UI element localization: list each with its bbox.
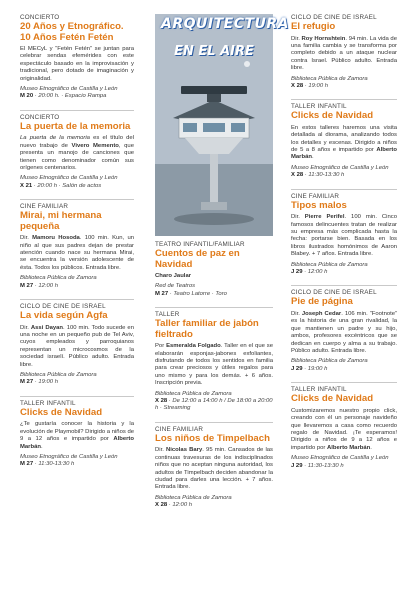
event-title: Cuentos de paz en Navidad <box>155 248 240 270</box>
event-category: CONCIERTO <box>20 113 60 121</box>
column-right <box>291 14 397 479</box>
event-datetime <box>155 398 273 413</box>
event-title: La vida según Agfa <box>20 310 108 322</box>
event-description: Dir. Assi Dayan. 100 min. Todo sucede en una noche en un pequeño pub de Tel Aviv, cuyos empleados y parroquianos representan un microcosmos de la sociedad israelí. Público adulto. Entrada libre. <box>20 324 134 368</box>
column-middle <box>155 241 273 519</box>
event-category: CINE FAMILIAR <box>20 203 69 211</box>
event-entry <box>20 299 134 387</box>
event-entry <box>155 307 273 413</box>
event-venue: Museo Etnográfico de Castilla y León <box>20 175 118 182</box>
event-datetime <box>291 463 397 470</box>
event-entry <box>20 110 134 190</box>
event-category: CICLO DE CINE DE ISRAEL <box>291 14 377 21</box>
event-venue: Museo Etnográfico de Castilla y León <box>20 86 118 93</box>
event-category: CICLO DE CINE DE ISRAEL <box>291 289 377 297</box>
event-venue: Biblioteca Pública de Zamora <box>291 75 368 82</box>
event-date: M 20 <box>20 93 34 100</box>
event-entry <box>291 285 397 373</box>
event-datetime <box>20 93 134 100</box>
event-time: · Teatro Latorre · Toro <box>168 290 227 297</box>
event-description: Por Esmeralda Folgado. Taller en el que se elaborarán esponjas-jabones exfoliantes, disfrutando de todos los sentidos en familia para crear preciosos y útiles regalos para uno mismo y para los demás. + 6 años. Inscripción previa. <box>155 343 273 387</box>
event-entry <box>155 241 273 298</box>
exhibition-poster <box>155 14 290 236</box>
event-title: Tipos malos <box>291 199 347 211</box>
event-time: · 11:30-13:30 h <box>33 461 75 468</box>
event-time: · 19:00 h <box>33 379 58 386</box>
event-entry <box>20 396 134 469</box>
event-title: Pie de página <box>291 296 353 308</box>
event-time: · 11:30-13:30 h <box>302 462 344 469</box>
event-datetime <box>155 291 273 298</box>
event-title: Mirai, mi hermana pequeña <box>20 210 102 232</box>
event-title: La puerta de la memoria <box>20 120 131 132</box>
event-date: X 28 <box>155 502 168 509</box>
event-date: J 29 <box>291 462 303 469</box>
event-venue: Red de Teatros <box>155 283 196 290</box>
event-venue: Biblioteca Pública de Zamora <box>20 275 97 282</box>
event-time: · 19:00 h <box>303 82 329 89</box>
event-category: TEATRO INFANTIL/FAMILIAR <box>155 241 245 248</box>
poster-title: ARQUITECTURA <box>161 16 290 32</box>
event-entry <box>291 99 397 179</box>
event-time: · 11:30-13:30 h <box>303 172 345 179</box>
event-category: TALLER INFANTIL <box>291 386 347 394</box>
event-title: 20 Años y Etnográfico. 10 Años Fetén Fetén <box>20 21 124 43</box>
event-description: Dir. Joseph Cedar. 106 min. “Footnote” es la historia de una gran rivalidad, la que mantienen un padre y su hijo, ambos, profesores excéntricos que se dedican en cuerpo y alma a su trabajo. Público adulto. Entrada libre. <box>291 310 397 354</box>
event-date: M 27 <box>20 461 34 468</box>
event-title: Los niños de Timpelbach <box>155 432 270 444</box>
event-category: TALLER INFANTIL <box>291 103 347 111</box>
event-description: Dir. Pierre Perifel. 100 min. Cinco famosos delincuentes tratan de realizar su empresa más complicada hasta la fecha: portarse bien. Basada en los libros ilustrados homónimos de Aaron Blabey. + 7 años. Entrada libre. <box>291 214 397 258</box>
event-venue: Biblioteca Pública de Zamora <box>291 358 368 365</box>
event-venue: Biblioteca Pública de Zamora <box>20 371 97 378</box>
event-category: TALLER <box>155 311 180 319</box>
event-title: Clicks de Navidad <box>20 406 103 418</box>
event-date: X 28 <box>155 398 168 405</box>
event-description: Customizaremos nuestro propio click, creando con él un personaje navideño que llevaremos a casa como recuerdo regalo de Navidad. ¡Te esperamos! Dirigido a niños de 9 a 12 años e impartido por Alberto Marbán. <box>291 407 397 451</box>
event-date: J 29 <box>291 269 303 276</box>
event-date: X 28 <box>291 172 304 179</box>
event-entry <box>291 382 397 470</box>
event-entry <box>291 14 397 90</box>
event-venue: Museo Etnográfico de Castilla y León <box>291 455 389 462</box>
event-entry <box>20 199 134 290</box>
poster-subtitle: EN EL AIRE <box>174 44 254 59</box>
event-datetime <box>20 283 134 290</box>
event-venue: Museo Etnográfico de Castilla y León <box>291 164 389 171</box>
event-entry <box>155 422 273 510</box>
event-datetime <box>20 379 134 386</box>
event-time: · 12:00 h <box>302 269 328 276</box>
event-datetime <box>291 83 397 90</box>
event-datetime <box>291 269 397 276</box>
event-title: Taller familiar de jabón fieltrado <box>155 318 259 340</box>
event-category: TALLER INFANTIL <box>20 399 76 407</box>
event-description: ¿Te gustaría conocer la historia y la evolución de Playmobil? Dirigido a niños de 9 a 12 años e impartido por Alberto Marbán. <box>20 421 134 450</box>
event-datetime <box>291 172 397 179</box>
event-venue: Biblioteca Pública de Zamora <box>291 261 368 268</box>
event-time: · De 12:00 a 14:00 h / De 18:00 a 20:00 h · Streaming <box>155 398 273 412</box>
event-date: J 29 <box>291 365 303 372</box>
event-title: Clicks de Navidad <box>291 393 374 405</box>
event-datetime <box>291 366 397 373</box>
event-description: En estos talleres haremos una visita detallada al diorama, analizando todos los detalles y escenas. Dirigido a niños de 5 a 8 años e impartido por Alberto Marbán. <box>291 124 397 161</box>
event-category: CINE FAMILIAR <box>155 425 204 433</box>
event-description: Dir. Nicolas Bary. 95 min. Cansados de las continuas travesuras de los indisciplinados niños que no aceptan ninguna autoridad, los adultos de Timpelbach deciden abandonar la ciudad para darles una lección. + 7 años. Entrada libre. <box>155 447 273 491</box>
event-title: El refugio <box>291 21 336 32</box>
event-datetime <box>155 502 273 509</box>
event-datetime <box>20 183 134 190</box>
event-category: CONCIERTO <box>20 14 60 21</box>
event-time: · 12:00 h <box>167 502 193 509</box>
event-entry <box>291 189 397 277</box>
event-datetime <box>20 461 134 468</box>
event-venue: Biblioteca Pública de Zamora <box>155 390 232 397</box>
column-left <box>20 14 134 478</box>
event-date: M 27 <box>20 282 34 289</box>
event-description: El MECyL y “Fetén Fetén” se juntan para celebrar sendas efemérides con este espectáculo basado en la improvisación y tradicional, pero dotado de imaginación y originalidad. <box>20 46 134 82</box>
event-title: Clicks de Navidad <box>291 110 374 122</box>
event-category: CICLO DE CINE DE ISRAEL <box>20 303 106 311</box>
event-category: CINE FAMILIAR <box>291 192 340 200</box>
event-description: Dir. Mamoru Hosoda. 100 min. Kun, un niño al que sus padres dejan de prestar atención cuando nace su hermana Mirai, se encuentra la versión adolescente de ésta. Todos los públicos. Entrada libre. <box>20 235 135 271</box>
event-time: · 19:00 h <box>302 365 328 372</box>
event-company: Charo Jaular <box>155 273 192 279</box>
event-date: X 21 <box>20 182 33 189</box>
event-description: Dir. Roy Hornshtein. 94 min. La vida de una familia cambia y se transforma por completo debido a un ataque nuclear contra Israel. Público adulto. Entrada libre. <box>291 35 397 72</box>
event-date: M 27 <box>20 379 34 386</box>
event-time: · 12:00 h <box>33 282 58 289</box>
event-venue: Biblioteca Pública de Zamora <box>155 494 232 501</box>
event-date: X 28 <box>291 82 304 89</box>
event-venue: Museo Etnográfico de Castilla y León <box>20 453 118 460</box>
event-time: · 20:00 h. · Espacio Rampa <box>33 93 107 100</box>
event-time: · 20:00 h · Salón de actos <box>32 182 102 189</box>
event-date: M 27 <box>155 290 169 297</box>
event-entry <box>20 14 134 101</box>
event-description: La puerta de la memoria es el título del nuevo trabajo de Vivero Memento, que presenta un manojo de canciones que tienen como denominador común sus orígenes centenarios. <box>20 135 134 171</box>
